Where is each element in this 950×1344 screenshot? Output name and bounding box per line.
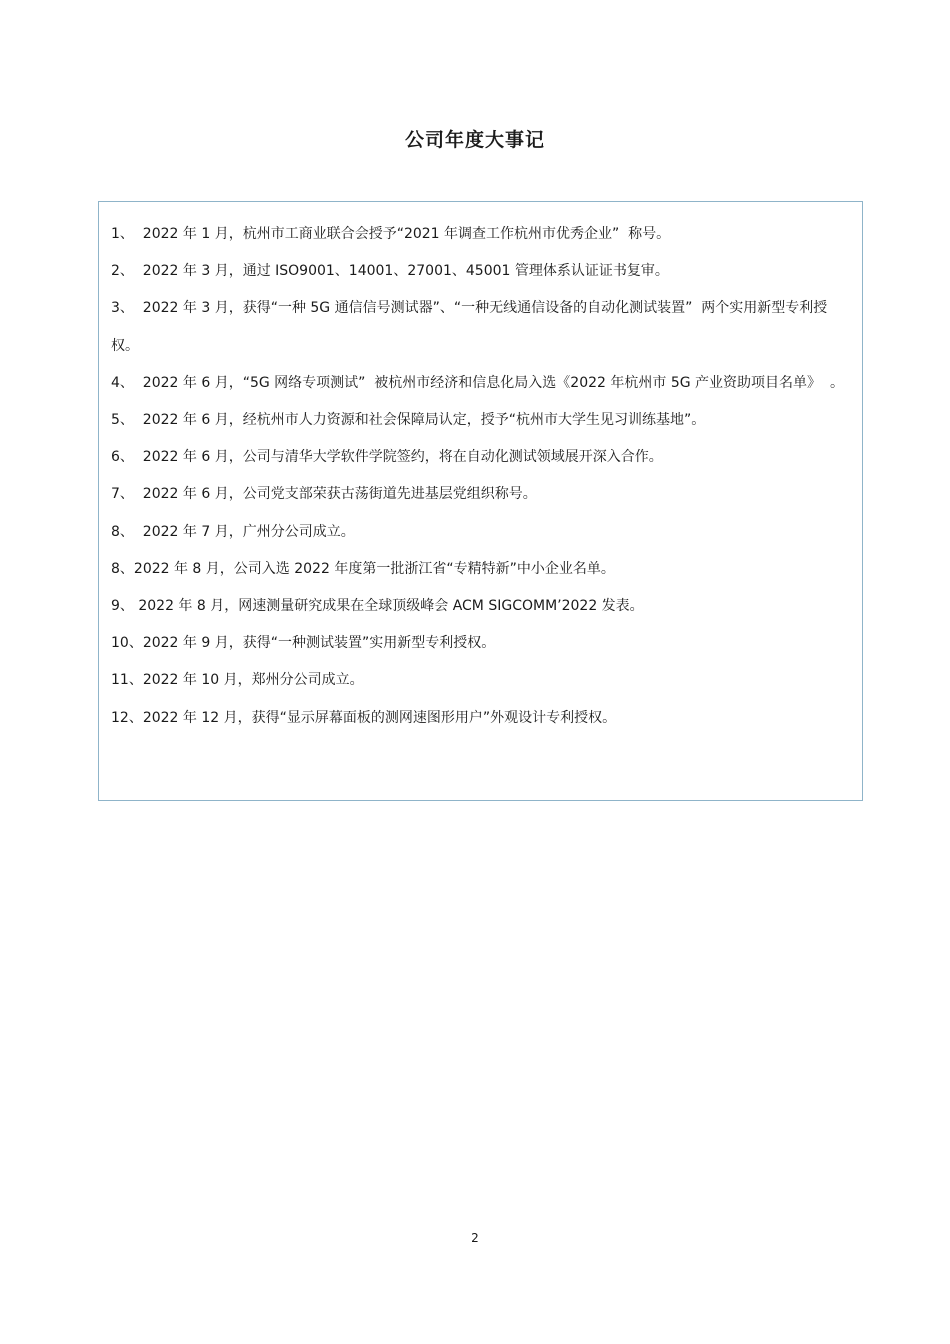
list-item: 1、 2022 年 1 月，杭州市工商业联合会授予“2021 年调查工作杭州市优秀企业” 称号。 [111, 226, 671, 242]
event-list [111, 216, 847, 737]
list-item: 8、 2022 年 7 月，广州分公司成立。 [111, 523, 355, 540]
page-number: 2 [471, 1231, 479, 1245]
events-box [98, 201, 863, 801]
list-item: 5、 2022 年 6 月，经杭州市人力资源和社会保障局认定，授予“杭州市大学生见习训练基地”。 [111, 412, 706, 429]
page-title: 公司年度大事记 [404, 129, 545, 151]
list-item: 6、 2022 年 6 月，公司与清华大学软件学院签约，将在自动化测试领域展开深入合作。 [111, 449, 663, 466]
list-item: 3、 2022 年 3 月，获得“一种 5G 通信信号测试器”、“一种无线通信设备的自动化测试装置” 两个实用新型专利授权。 [111, 300, 828, 354]
list-item: 11、2022 年 10 月，郑州分公司成立。 [111, 672, 364, 689]
list-item: 2、 2022 年 3 月，通过 ISO9001、14001、27001、45001 管理体系认证证书复审。 [111, 263, 669, 280]
list-item: 8、2022 年 8 月，公司入选 2022 年度第一批浙江省“专精特新”中小企业名单。 [111, 560, 615, 577]
list-item: 4、 2022 年 6 月，“5G 网络专项测试” 被杭州市经济和信息化局入选《2022 年杭州市 5G 产业资助项目名单》 。 [111, 374, 844, 391]
list-item: 12、2022 年 12 月，获得“显示屏幕面板的测网速图形用户”外观设计专利授权。 [111, 709, 617, 726]
list-item: 9、 2022 年 8 月，网速测量研究成果在全球顶级峰会 ACM SIGCOMM’2022 发表。 [111, 598, 644, 615]
list-item: 7、 2022 年 6 月，公司党支部荣获古荡街道先进基层党组织称号。 [111, 486, 537, 503]
list-item: 10、2022 年 9 月，获得“一种测试装置”实用新型专利授权。 [111, 635, 496, 652]
